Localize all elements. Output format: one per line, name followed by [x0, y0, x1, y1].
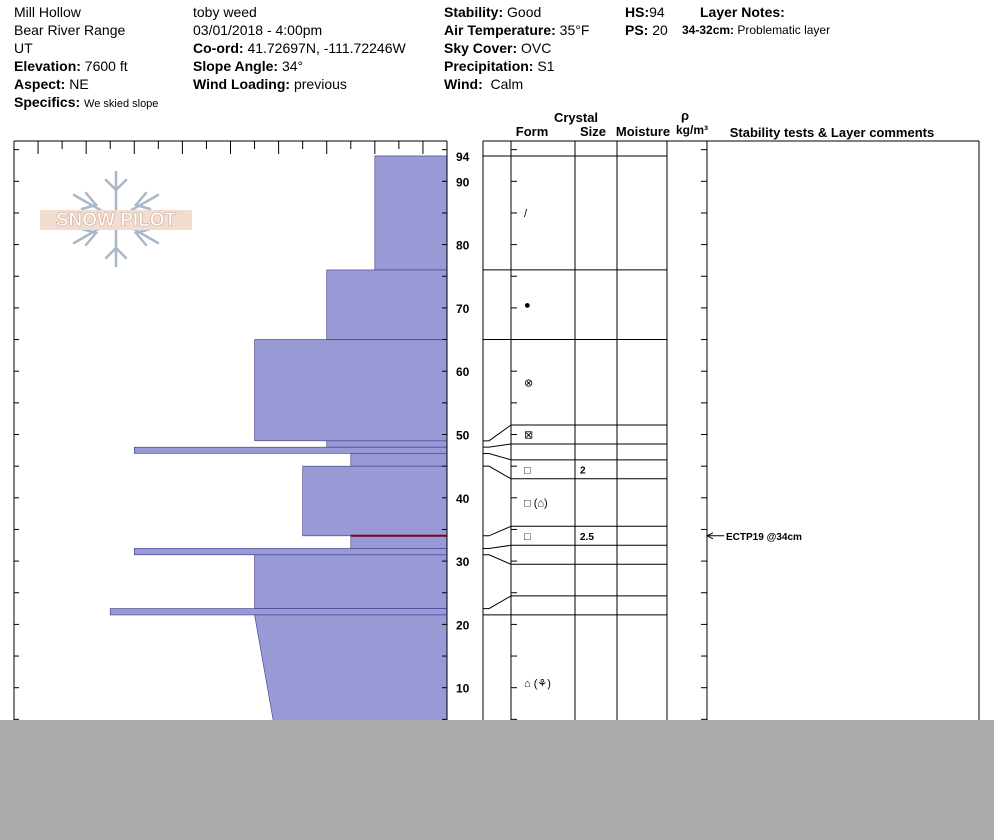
row-connector: [483, 453, 511, 459]
grain-size-value: 2: [580, 465, 586, 477]
hardness-layers: [110, 156, 447, 751]
hardness-layer-0: [375, 156, 447, 270]
grain-form-symbol: □: [524, 530, 531, 543]
form-header: Form: [515, 124, 549, 139]
ps-value: 20: [652, 22, 668, 38]
elevation-label: Elevation:: [14, 58, 81, 74]
wind-loading-label: Wind Loading:: [193, 76, 291, 92]
row-connector: [483, 526, 511, 535]
stability-value: Good: [507, 4, 542, 20]
hs-tick-label: 94: [456, 149, 470, 164]
mountain-range: Bear River Range: [14, 22, 126, 38]
hardness-layer-5: [351, 453, 447, 466]
grain-form-symbol: ●: [524, 299, 531, 312]
row-connector: [483, 425, 511, 441]
precip-label: Precipitation:: [444, 58, 534, 74]
wind-label: Wind:: [444, 76, 483, 92]
row-connector: [483, 545, 511, 548]
aspect-value: NE: [69, 76, 89, 92]
hardness-layer-10: [110, 609, 447, 615]
hardness-layer-8: [134, 548, 447, 554]
row-connector: [483, 555, 511, 564]
grain-form-symbol: □: [524, 464, 531, 477]
state: UT: [14, 40, 33, 56]
hardness-layer-4: [134, 447, 447, 453]
hs-label: HS:: [625, 4, 650, 20]
date-time: 03/01/2018 - 4:00pm: [193, 22, 323, 38]
wind-loading-value: previous: [293, 76, 347, 92]
size-header: Size: [579, 124, 607, 139]
hardness-layer-3: [327, 441, 447, 447]
logo-text: SNOW PILOT: [55, 210, 177, 231]
hardness-layer-6: [303, 466, 447, 536]
height-tick-label: 30: [456, 555, 470, 570]
layer-note-range: 34-32cm:: [682, 23, 735, 37]
air-temp-label: Air Temperature:: [444, 22, 556, 38]
layer-notes-label: Layer Notes:: [700, 4, 785, 20]
layer-note-text: Problematic layer: [737, 23, 831, 37]
ps-label: PS:: [625, 22, 649, 38]
aspect-label: Aspect:: [14, 76, 66, 92]
comments-header: Stability tests & Layer comments: [729, 125, 935, 140]
slope-label: Slope Angle:: [193, 58, 279, 74]
row-connector: [483, 444, 511, 447]
coord-value: 41.72697N, -111.72246W: [247, 40, 406, 56]
elevation-value: 7600 ft: [84, 58, 128, 74]
grain-form-symbol: □ (⌂): [524, 497, 548, 510]
bottom-gray-area: [0, 720, 994, 840]
grain-form-symbol: ⊗: [524, 377, 534, 390]
stability-label: Stability:: [444, 4, 504, 20]
height-tick-label: 10: [456, 681, 470, 696]
specifics-label: Specifics:: [14, 94, 81, 110]
hardness-layer-2: [255, 340, 447, 441]
grain-form-symbol: ⊠: [524, 429, 534, 442]
height-tick-label: 50: [456, 428, 470, 443]
height-tick-label: 80: [456, 238, 470, 253]
sky-cover-label: Sky Cover:: [444, 40, 518, 56]
hardness-layer-9: [255, 555, 447, 609]
hs-value: 94: [649, 4, 665, 20]
observer: toby weed: [193, 4, 257, 20]
crystal-header: Crystal: [553, 110, 599, 125]
slope-value: 34°: [281, 58, 304, 74]
grain-form-symbol: /: [524, 207, 528, 220]
hardness-layer-7: [351, 536, 447, 549]
precip-value: S1: [537, 58, 555, 74]
rho-header: ρ: [680, 108, 690, 123]
height-tick-label: 20: [456, 618, 470, 633]
location: Mill Hollow: [14, 4, 81, 20]
density-unit-header: kg/m³: [675, 123, 709, 137]
row-connector: [483, 596, 511, 609]
height-tick-label: 60: [456, 365, 470, 380]
height-tick-label: 40: [456, 491, 470, 506]
stability-test-label: ECTP19 @34cm: [726, 531, 802, 543]
row-connector: [483, 466, 511, 479]
air-temp-value: 35°F: [559, 22, 590, 38]
specifics-value: We skied slope: [84, 98, 159, 110]
grain-form-symbol: ⌂ (⚘): [524, 677, 551, 690]
coord-label: Co-ord:: [193, 40, 244, 56]
wind-value: Calm: [490, 76, 524, 92]
grain-size-value: 2.5: [580, 531, 594, 543]
moisture-header: Moisture: [615, 124, 671, 139]
height-tick-label: 70: [456, 301, 470, 316]
sky-cover-value: OVC: [521, 40, 552, 56]
hardness-layer-1: [327, 270, 447, 340]
snowpilot-logo: [40, 172, 192, 266]
height-tick-label: 90: [456, 175, 470, 190]
